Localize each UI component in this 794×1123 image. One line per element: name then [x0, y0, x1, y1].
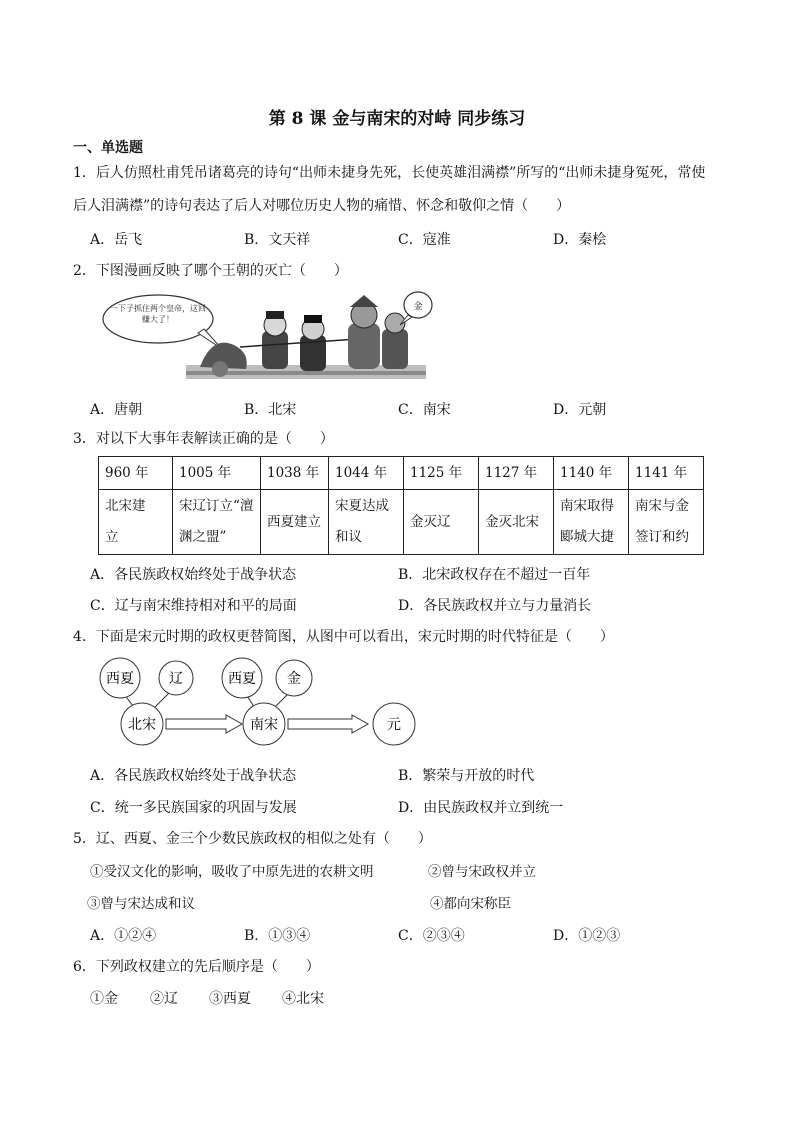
event-line: 宋夏达成 [335, 498, 389, 514]
table-year-cell: 1038 年 [261, 457, 329, 490]
table-event-cell [554, 490, 629, 555]
cartoon-jin-label: 金 [413, 302, 423, 312]
q3-option-b[interactable]: B．北宋政权存在不超过一百年 [398, 567, 591, 583]
q3-option-d[interactable]: D．各民族政权并立与力量消长 [398, 598, 592, 614]
q2-option-a[interactable]: A．唐朝 [90, 402, 143, 418]
event-line: 郾城大捷 [560, 529, 614, 545]
q1-option-b[interactable]: B．文天祥 [244, 232, 311, 248]
page-title: 第 8 课 金与南宋的对峙 同步练习 [268, 109, 526, 129]
q2-option-c[interactable]: C．南宋 [398, 402, 451, 418]
node-label-nansong: 南宋 [250, 717, 278, 733]
question-5-text: 5．辽、西夏、金三个少数民族政权的相似之处有（ ） [73, 831, 432, 847]
table-year-cell: 1140 年 [554, 457, 629, 490]
question-4-text: 4．下面是宋元时期的政权更替简图，从图中可以看出，宋元时期的时代特征是（ ） [73, 629, 614, 645]
table-event-cell [329, 490, 404, 555]
q4-option-d[interactable]: D．由民族政权并立到统一 [398, 800, 564, 816]
table-event-cell [479, 490, 554, 555]
event-line: 北宋建 [105, 498, 146, 514]
event-line: 和议 [335, 529, 362, 545]
event-line: 签订和约 [635, 529, 689, 545]
table-year-cell: 1044 年 [329, 457, 404, 490]
q3-option-c[interactable]: C．辽与南宋维持相对和平的局面 [90, 598, 297, 614]
q2-option-b[interactable]: B．北宋 [244, 402, 297, 418]
event-line: 金灭辽 [410, 513, 451, 530]
table-event-cell [629, 490, 704, 555]
q1-option-c[interactable]: C．寇准 [398, 232, 451, 248]
q1-option-d[interactable]: D．秦桧 [553, 232, 607, 248]
node-label-jin: 金 [287, 671, 301, 687]
node-label-liao: 辽 [169, 671, 183, 687]
events-timeline-table [98, 456, 704, 555]
q4-option-b[interactable]: B．繁荣与开放的时代 [398, 768, 535, 784]
table-year-cell: 1005 年 [173, 457, 261, 490]
q6-item-1: ①金 [90, 991, 118, 1007]
table-year-cell: 1141 年 [629, 457, 704, 490]
q5-option-a[interactable]: A．①②④ [90, 928, 157, 944]
regime-succession-diagram [96, 656, 426, 748]
q3-option-a[interactable]: A．各民族政权始终处于战争状态 [90, 567, 297, 583]
node-label-xixia-2: 西夏 [228, 671, 256, 687]
question-2-text: 2．下图漫画反映了哪个王朝的灭亡（ ） [73, 263, 348, 279]
cartoon-image [100, 289, 434, 385]
event-line: 西夏建立 [267, 513, 321, 530]
event-line: 金灭北宋 [485, 513, 539, 530]
question-1-line-2: 后人泪满襟”的诗句表达了后人对哪位历史人物的痛惜、怀念和敬仰之情（ ） [73, 198, 571, 214]
table-event-cell [261, 490, 329, 555]
table-year-cell: 960 年 [99, 457, 173, 490]
q4-option-a[interactable]: A．各民族政权始终处于战争状态 [90, 768, 297, 784]
q6-item-3: ③西夏 [209, 991, 251, 1007]
event-line: 渊之盟” [179, 529, 227, 545]
table-event-cell [173, 490, 261, 555]
node-label-xixia-1: 西夏 [106, 671, 134, 687]
cartoon-bubble-text: 一下子抓住两个皇帝，这回赚大了！ [110, 304, 206, 324]
event-line: 宋辽订立“澶 [179, 498, 254, 514]
event-line: 立 [105, 529, 119, 545]
cartoon-illustration [100, 289, 434, 385]
q4-option-c[interactable]: C．统一多民族国家的巩固与发展 [90, 800, 297, 816]
q5-option-b[interactable]: B．①③④ [244, 928, 311, 944]
node-label-yuan: 元 [387, 717, 401, 733]
event-line: 南宋与金 [635, 498, 689, 514]
q6-item-4: ④北宋 [282, 991, 324, 1007]
q5-option-c[interactable]: C．②③④ [398, 928, 465, 944]
table-year-cell: 1125 年 [404, 457, 479, 490]
section-heading: 一、单选题 [73, 140, 143, 156]
q5-option-d[interactable]: D．①②③ [553, 928, 621, 944]
table-event-cell [404, 490, 479, 555]
node-label-beisong: 北宋 [128, 717, 156, 733]
question-6-text: 6．下列政权建立的先后顺序是（ ） [73, 959, 320, 975]
q5-item-4: ④都向宋称臣 [430, 896, 511, 912]
q5-item-3: ③曾与宋达成和议 [87, 896, 195, 912]
question-1-line-1: 1．后人仿照杜甫凭吊诸葛亮的诗句“出师未捷身先死，长使英雄泪满襟”所写的“出师未捷身冤死，常使 [73, 165, 706, 181]
question-3-text: 3．对以下大事年表解读正确的是（ ） [73, 431, 334, 447]
q1-option-a[interactable]: A．岳飞 [90, 232, 143, 248]
q2-option-d[interactable]: D．元朝 [553, 402, 607, 418]
q6-item-2: ②辽 [150, 991, 178, 1007]
table-year-cell: 1127 年 [479, 457, 554, 490]
event-line: 南宋取得 [560, 498, 614, 514]
table-event-cell [99, 490, 173, 555]
q5-item-2: ②曾与宋政权并立 [428, 864, 536, 880]
q5-item-1: ①受汉文化的影响，吸收了中原先进的农耕文明 [90, 864, 374, 880]
